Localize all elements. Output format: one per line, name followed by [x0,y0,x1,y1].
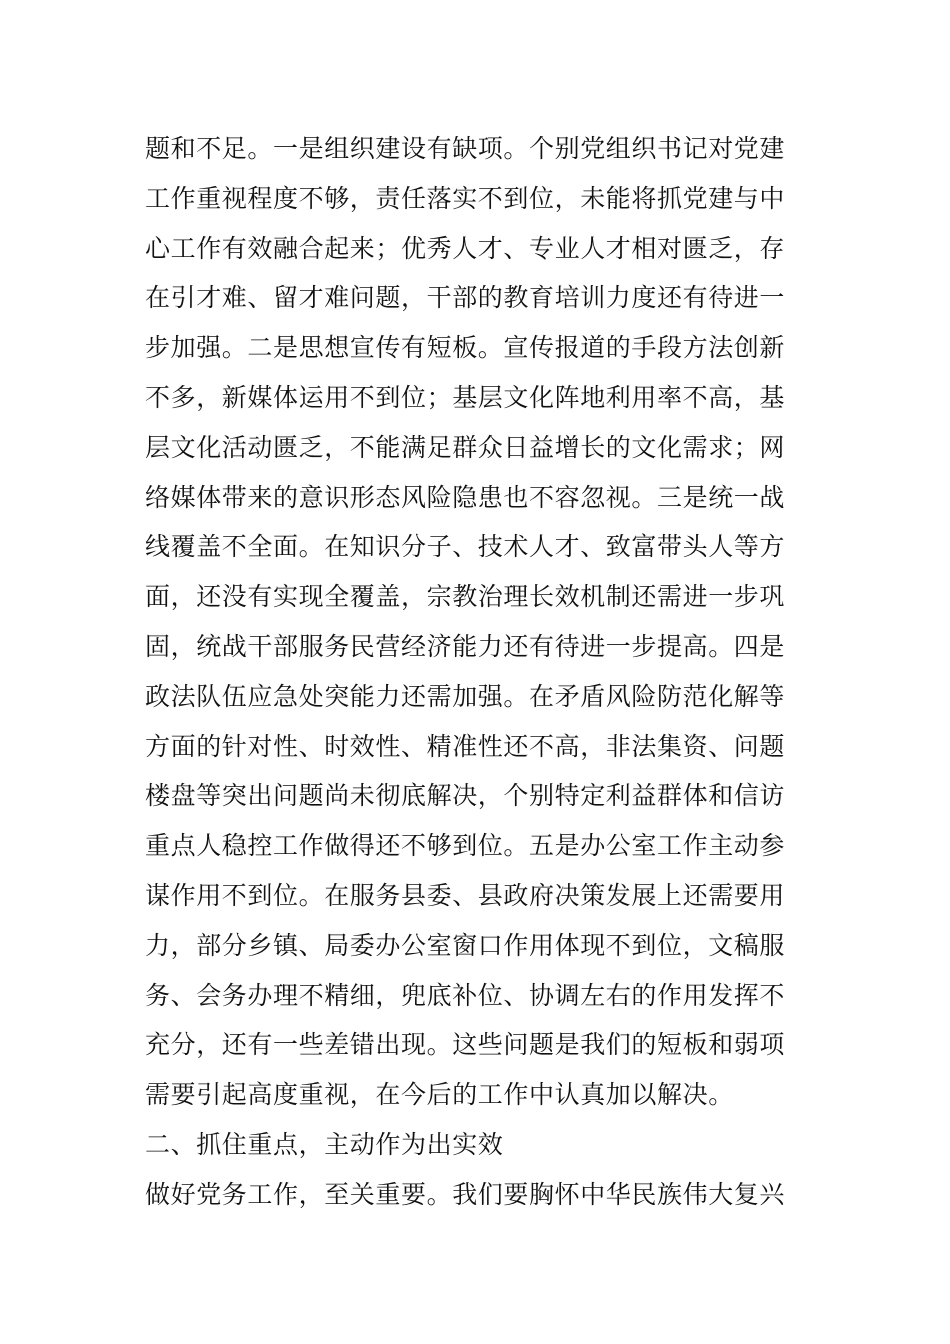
document-body [145,124,815,1220]
text-line: 力，部分乡镇、局委办公室窗口作用体现不到位，文稿服 [145,930,786,960]
text-line: 面，还没有实现全覆盖，宗教治理长效机制还需进一步巩 [145,582,786,612]
text-line: 重点人稳控工作做得还不够到位。五是办公室工作主动参 [145,831,786,861]
text-line: 络媒体带来的意识形态风险隐患也不容忽视。三是统一战 [145,482,786,512]
text-line: 务、会务办理不精细，兜底补位、协调左右的作用发挥不 [145,980,786,1010]
text-line: 方面的针对性、时效性、精准性还不高，非法集资、问题 [145,731,786,761]
text-line: 楼盘等突出问题尚未彻底解决，个别特定利益群体和信访 [145,781,786,811]
text-line: 在引才难、留才难问题，干部的教育培训力度还有待进一 [145,283,786,313]
text-line: 不多，新媒体运用不到位；基层文化阵地利用率不高，基 [145,382,786,412]
text-line: 题和不足。一是组织建设有缺项。个别党组织书记对党建 [145,134,786,163]
text-line: 做好党务工作，至关重要。我们要胸怀中华民族伟大复兴 [145,1179,786,1209]
section-heading: 二、抓住重点，主动作为出实效 [145,1129,504,1159]
text-line: 工作重视程度不够，责任落实不到位，未能将抓党建与中 [145,183,786,213]
text-line: 需要引起高度重视，在今后的工作中认真加以解决。 [145,1080,734,1110]
text-line: 层文化活动匮乏，不能满足群众日益增长的文化需求；网 [145,432,786,462]
text-line: 心工作有效融合起来；优秀人才、专业人才相对匮乏，存 [145,233,786,263]
text-line: 线覆盖不全面。在知识分子、技术人才、致富带头人等方 [145,532,786,562]
text-line: 政法队伍应急处突能力还需加强。在矛盾风险防范化解等 [145,681,786,711]
text-line: 固，统战干部服务民营经济能力还有待进一步提高。四是 [145,631,786,661]
text-line: 步加强。二是思想宣传有短板。宣传报道的手段方法创新 [145,333,786,363]
text-line: 谋作用不到位。在服务县委、县政府决策发展上还需要用 [145,880,786,910]
text-line: 充分，还有一些差错出现。这些问题是我们的短板和弱项 [145,1030,786,1060]
